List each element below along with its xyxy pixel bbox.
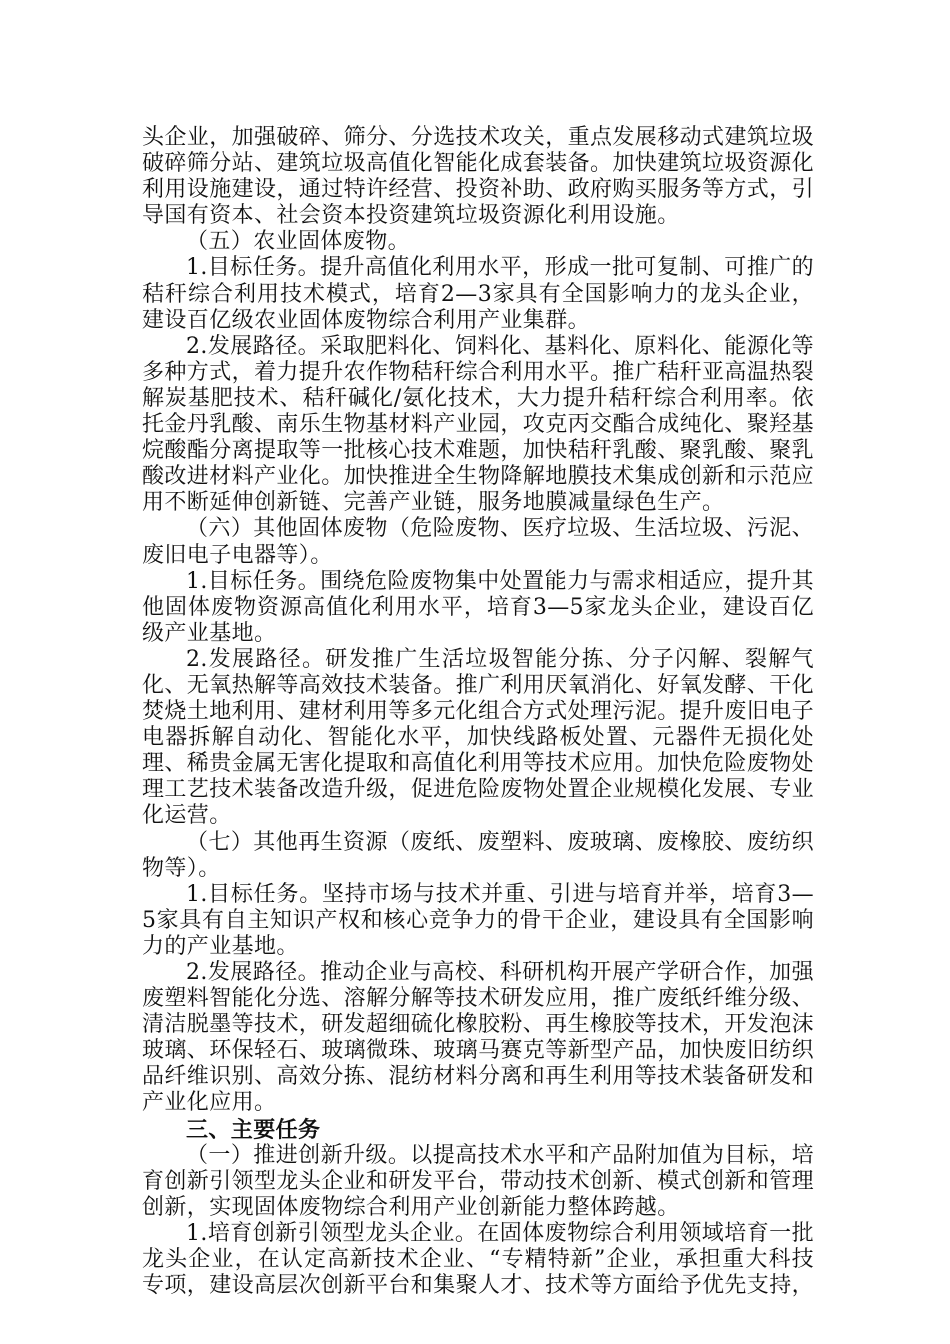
paragraph-other-waste-targets: 1.目标任务。围绕危险废物集中处置能力与需求相适应，提升其他固体废物资源高值化利用水平，培育3—5家龙头企业，建设百亿级产业基地。 (142, 568, 814, 646)
paragraph-other-waste-pathway: 2.发展路径。研发推广生活垃圾智能分拣、分子闪解、裂解气化、无氧热解等高效技术装备。推广利用厌氧消化、好氧发酵、干化焚烧土地利用、建材利用等多元化组合方式处理污泥。提升废旧电子电器拆解自动化、智能化水平，加快线路板处置、元器件无损化处理、稀贵金属无害化提取和高值化利用等技术应用。加快危险废物处理工艺技术装备改造升级，促进危险废物处置企业规模化发展、专业化运营。 (142, 646, 815, 829)
document-body (142, 125, 814, 1299)
section-heading-agricultural-waste: （五）农业固体废物。 (186, 229, 411, 255)
paragraph-construction-waste-continued: 头企业，加强破碎、筛分、分选技术攻关，重点发展移动式建筑垃圾破碎筛分站、建筑垃圾高值化智能化成套装备。加快建筑垃圾资源化利用设施建设，通过特许经营、投资补助、政府购买服务等方式，引导国有资本、社会资本投资建筑垃圾资源化利用设施。 (142, 125, 815, 229)
paragraph-agri-pathway: 2.发展路径。采取肥料化、饲料化、基料化、原料化、能源化等多种方式，着力提升农作物秸秆综合利用水平。推广秸秆亚高温热裂解炭基肥技术、秸秆碱化/氨化技术，大力提升秸秆综合利用率。依托金丹乳酸、南乐生物基材料产业园，攻克丙交酯合成纯化、聚羟基烷酸酯分离提取等一批核心技术难题，加快秸秆乳酸、聚乳酸、聚乳酸改进材料产业化。加快推进全生物降解地膜技术集成创新和示范应用不断延伸创新链、完善产业链，服务地膜减量绿色生产。 (142, 333, 815, 516)
paragraph-innovation-upgrade: （一）推进创新升级。以提高技术水平和产品附加值为目标，培育创新引领型龙头企业和研发平台，带动技术创新、模式创新和管理创新，实现固体废物综合利用产业创新能力整体跨越。 (142, 1142, 815, 1220)
section-heading-other-renewable-resources: （七）其他再生资源（废纸、废塑料、废玻璃、废橡胶、废纺织物等）。 (142, 829, 814, 881)
paragraph-renewable-targets: 1.目标任务。坚持市场与技术并重、引进与培育并举，培育3—5家具有自主知识产权和核心竞争力的骨干企业，建设具有全国影响力的产业基地。 (142, 881, 814, 959)
paragraph-agri-targets: 1.目标任务。提升高值化利用水平，形成一批可复制、可推广的秸秆综合利用技术模式，培育2—3家具有全国影响力的龙头企业，建设百亿级农业固体废物综合利用产业集群。 (142, 255, 814, 333)
chapter-heading-main-tasks: 三、主要任务 (186, 1116, 321, 1143)
paragraph-leading-enterprises: 1.培育创新引领型龙头企业。在固体废物综合利用领域培育一批龙头企业，在认定高新技术企业、“专精特新”企业，承担重大科技专项，建设高层次创新平台和集聚人才、技术等方面给予优先支持， (142, 1220, 815, 1299)
paragraph-renewable-pathway: 2.发展路径。推动企业与高校、科研机构开展产学研合作，加强废塑料智能化分选、溶解分解等技术研发应用，推广废纸纤维分级、清洁脱墨等技术，研发超细硫化橡胶粉、再生橡胶等技术，开发泡沫玻璃、环保轻石、玻璃微珠、玻璃马赛克等新型产品，加快废旧纺织品纤维识别、高效分拣、混纺材料分离和再生利用等技术装备研发和产业化应用。 (142, 960, 815, 1116)
section-heading-other-solid-waste: （六）其他固体废物（危险废物、医疗垃圾、生活垃圾、污泥、废旧电子电器等）。 (142, 516, 814, 568)
